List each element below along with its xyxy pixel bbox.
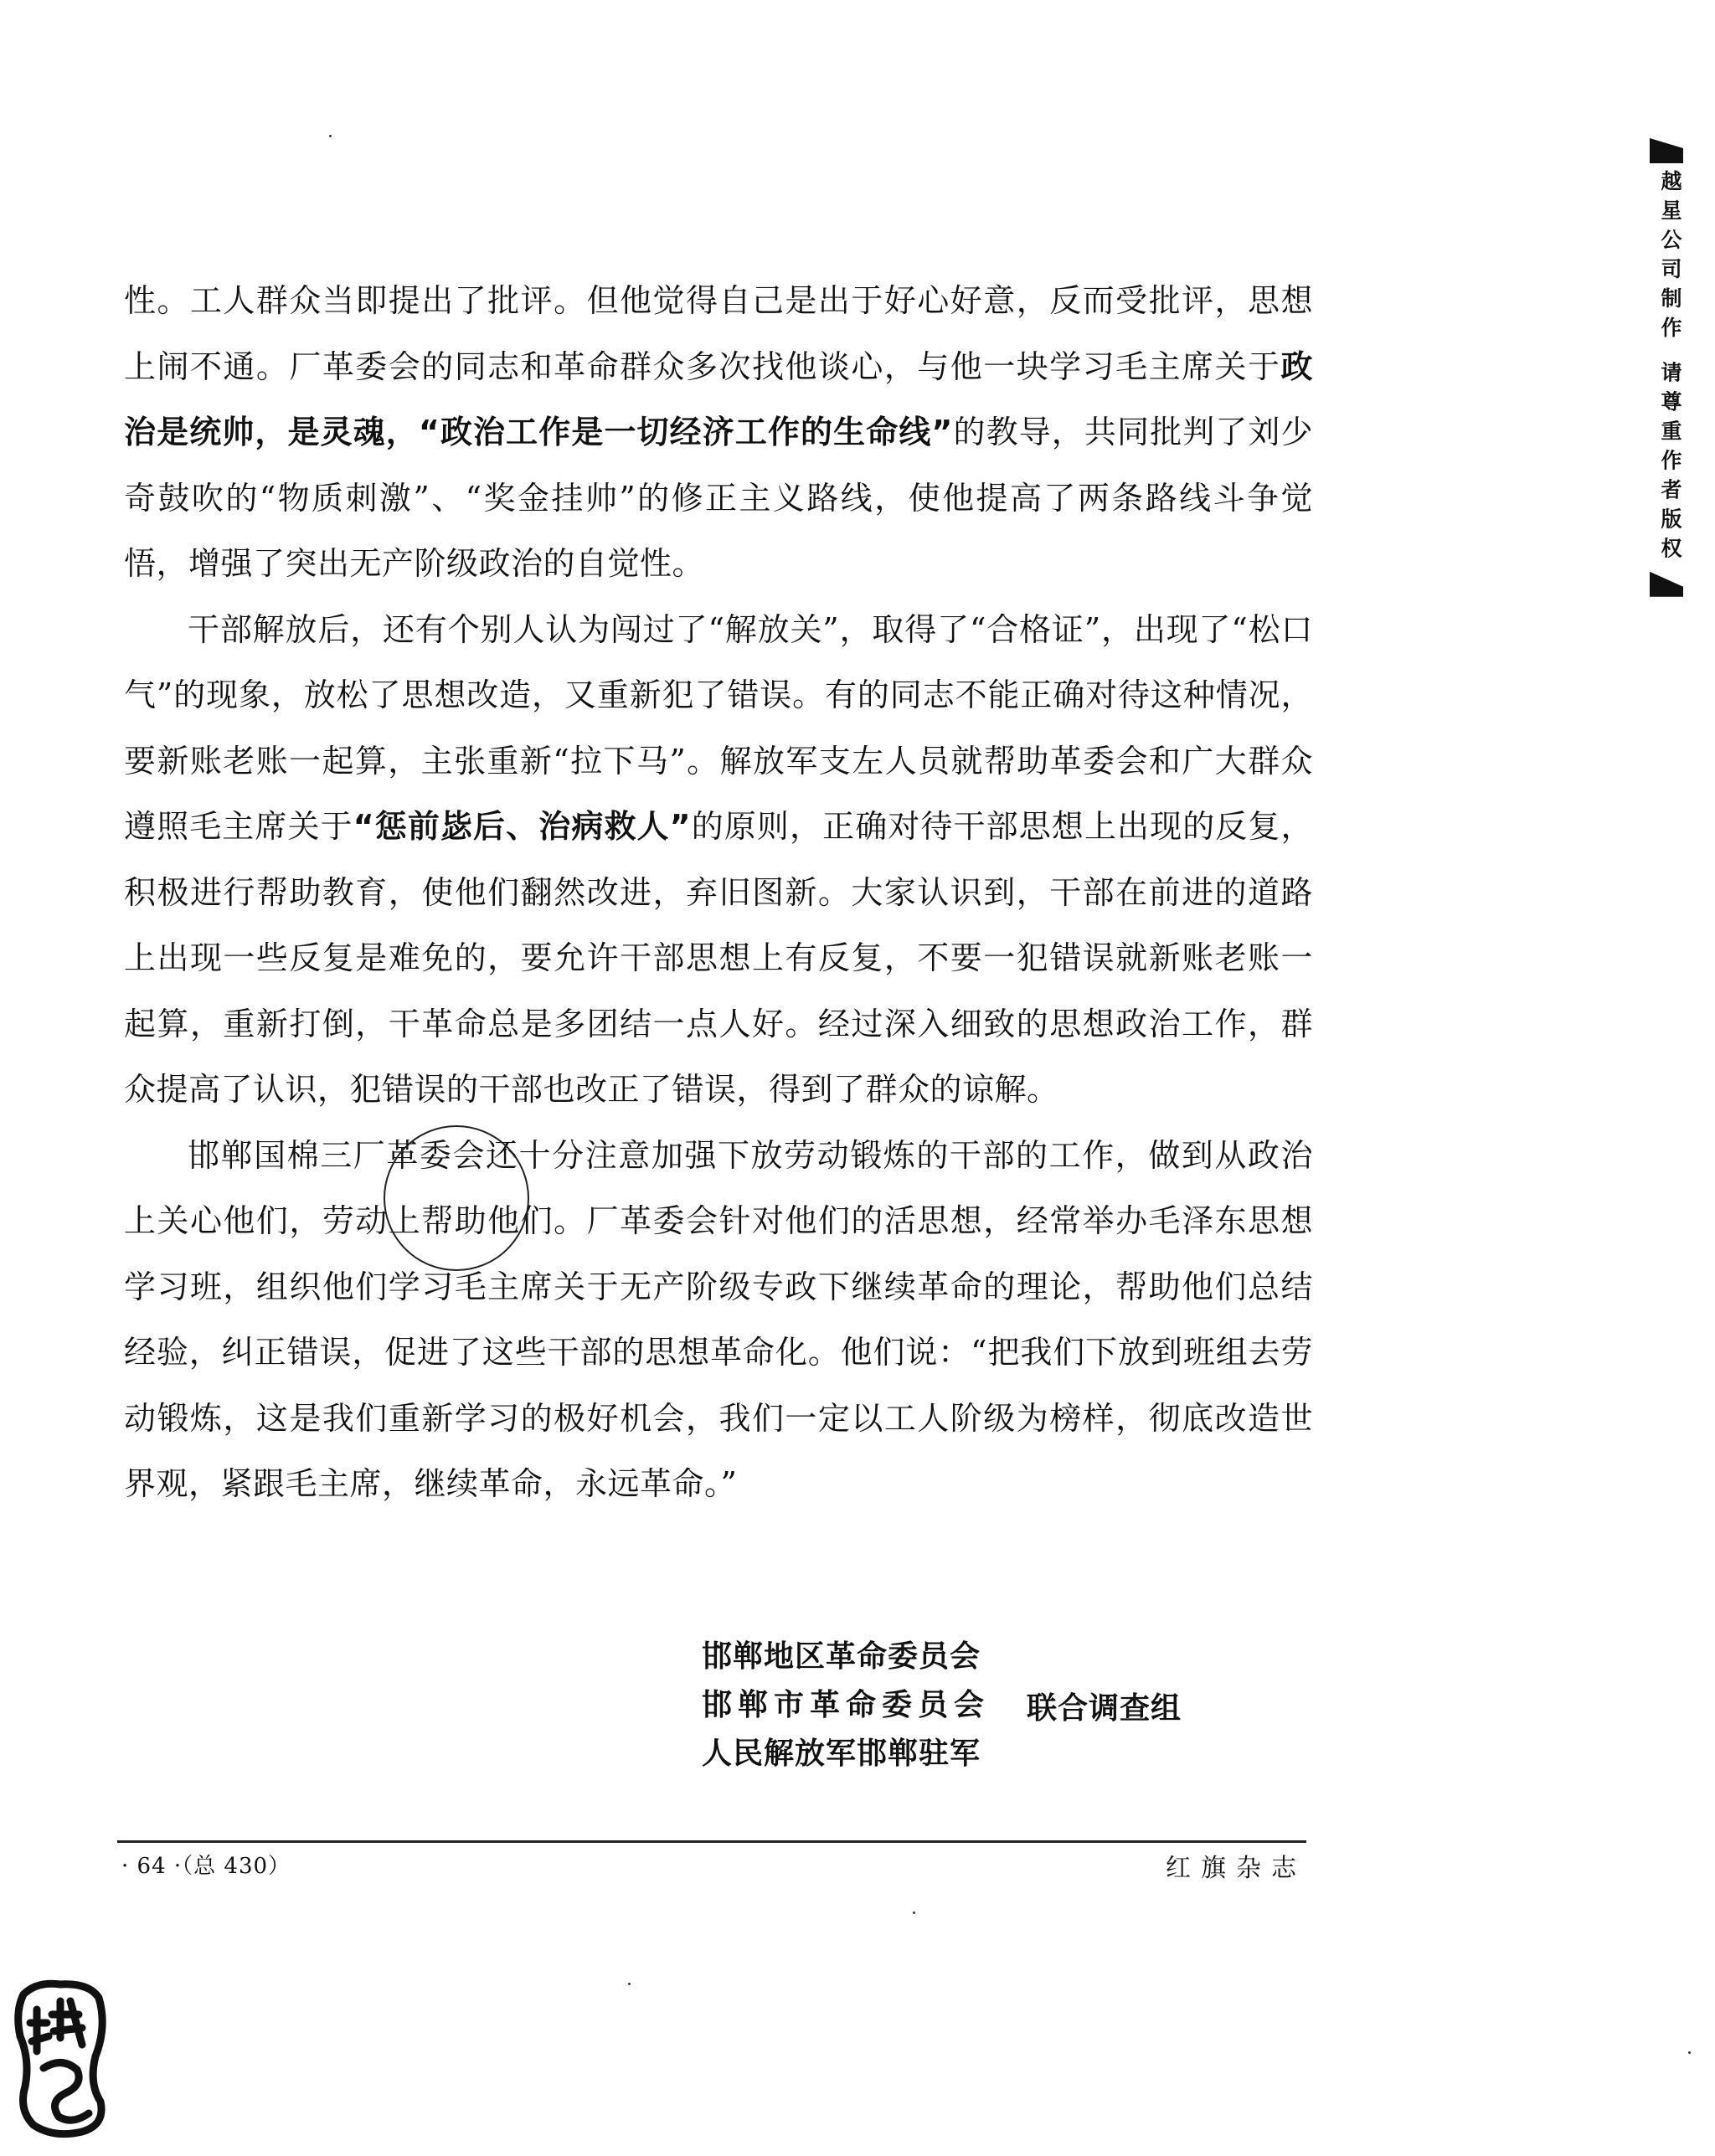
seal-stamp [12, 1976, 114, 2143]
signature-org: 人民解放军邯郸驻军 [702, 1737, 981, 1771]
speck [1688, 2051, 1691, 2054]
text-run: 邯郸国棉三厂革委会还十分注意加强下放劳动锻炼的干部的工作，做到从政治上关心他们，劳动上帮助他们。厂革委会针对他们的活思想，经常举办毛泽东思想学习班，组织他们学习毛主席关于无产阶级专政下继续革命的理论，帮助他们总结经验，纠正错误，促进了这些干部的思想革命化。他们说：“把我们下放到班组去劳动锻炼，这是我们重新学习的极好机会，我们一定以工人阶级为榜样，彻底改造世界观，紧跟毛主席，继续革命，永远革命。” [124, 1136, 1313, 1502]
journal-title: 红旗杂志 [1166, 1854, 1306, 1883]
copyright-notice [1650, 138, 1687, 607]
signature-org: 邯郸地区革命委员会 [702, 1639, 981, 1674]
bold-quotation: 政治是统帅，是灵魂，“政治工作是一切经济工作的生命线” [124, 347, 1313, 450]
hand-drawn-circle [384, 1125, 529, 1271]
speck [329, 135, 332, 137]
signature-group-label: 联合调查组 [1027, 1690, 1182, 1726]
bold-quotation: “惩前毖后、治病救人” [353, 808, 692, 845]
page-number: · 64 ·（总 430） [121, 1854, 291, 1879]
notice-bar-top [1650, 138, 1683, 163]
signature-organizations [702, 1633, 990, 1778]
text-run: 的教导，共同批判了刘少奇鼓吹的“物质刺激”、“奖金挂帅”的修正主义路线，使他提高了两条路线斗争觉悟，增强了突出无产阶级政治的自觉性。 [124, 414, 1313, 582]
paragraph [124, 268, 1313, 597]
article-body [124, 268, 1313, 1517]
copyright-text: 越星公司制作 请尊重作者版权 [1658, 170, 1682, 567]
paragraph [124, 597, 1313, 1123]
signature-block [702, 1633, 1182, 1778]
text-run: 的原则，正确对待干部思想上出现的反复，积极进行帮助教育，使他们翻然改进，弃旧图新。大家认识到，干部在前进的道路上出现一些反复是难免的，要允许干部思想上有反复，不要一犯错误就新账老账一起算，重新打倒，干革命总是多团结一点人好。经过深入细致的思想政治工作，群众提高了认识，犯错误的干部也改正了错误，得到了群众的谅解。 [124, 808, 1313, 1108]
paragraph [124, 1123, 1313, 1517]
text-run: 干部解放后，还有个别人认为闯过了“解放关”，取得了“合格证”，出现了“松口气”的现象，放松了思想改造，又重新犯了错误。有的同志不能正确对待这种情况，要新账老账一起算，主张重新“拉下马”。解放军支左人员就帮助革委会和广大群众遵照毛主席关于 [124, 610, 1313, 845]
signature-org: 邯郸市革命委员会 [702, 1688, 991, 1722]
notice-bar-bottom [1650, 572, 1683, 597]
speck [913, 1912, 915, 1914]
footer-rule [117, 1840, 1306, 1843]
speck [628, 1983, 631, 1985]
text-run: 性。工人群众当即提出了批评。但他觉得自己是出于好心好意，反而受批评，思想上闹不通。厂革委会的同志和革命群众多次找他谈心，与他一块学习毛主席关于 [124, 282, 1313, 385]
